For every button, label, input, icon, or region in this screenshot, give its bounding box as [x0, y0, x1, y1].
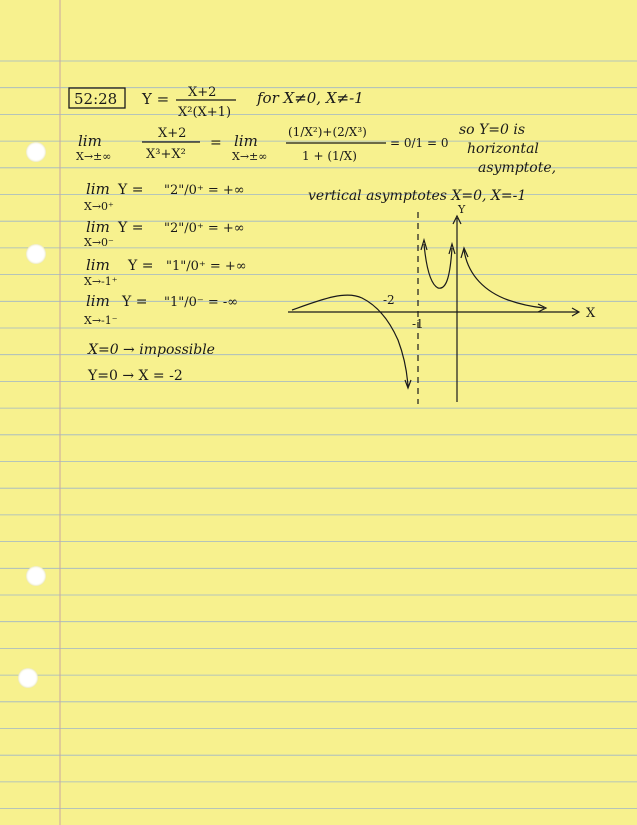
limit-2-fn: Y = [118, 220, 144, 236]
lim-numerator: X+2 [158, 126, 187, 141]
horizontal-note-1: so Y=0 is [459, 122, 526, 138]
binder-hole-3 [26, 566, 46, 586]
limit-1-sub: X→0⁺ [84, 200, 114, 213]
function-numerator: X+2 [188, 85, 217, 100]
limit-3-fn: Y = [128, 258, 154, 274]
lim2-denominator: 1 + (1/X) [302, 149, 357, 163]
curve-right-branch [464, 250, 544, 308]
horizontal-note-2: horizontal [467, 141, 539, 157]
curve-left-branch [292, 295, 408, 386]
limit-2-lim: lim [86, 218, 110, 236]
limit-3-sub: X→-1⁺ [84, 275, 118, 288]
limit-4-lim: lim [86, 292, 110, 310]
binder-hole-2 [26, 244, 46, 264]
graph-y-label: Y [458, 203, 466, 216]
lim-label: lim [78, 132, 102, 150]
limit-4-value: "1"/0⁻ = -∞ [164, 295, 239, 310]
problem-number: 52:28 [74, 90, 118, 108]
binder-hole-4 [18, 668, 38, 688]
horizontal-note-3: asymptote, [478, 160, 557, 176]
lim2-numerator: (1/X²)+(2/X³) [288, 125, 367, 139]
limit-1-fn: Y = [118, 182, 144, 198]
function-denominator: X²(X+1) [178, 105, 232, 120]
lim2-sub: X→±∞ [232, 150, 268, 163]
graph-root-label: -2 [383, 293, 395, 307]
lim2-label: lim [234, 132, 258, 150]
vertical-asymptotes-note: vertical asymptotes X=0, X=-1 [308, 188, 527, 204]
curve-middle-branch [424, 244, 452, 288]
lim-sub: X→±∞ [76, 150, 112, 163]
y-zero-note: Y=0 → X = -2 [88, 368, 183, 384]
limit-1-lim: lim [86, 180, 110, 198]
function-lhs: Y = [142, 90, 170, 108]
limit-1-value: "2"/0⁺ = +∞ [164, 183, 245, 198]
one-sided-limits [84, 180, 247, 327]
sketch-graph [288, 212, 579, 404]
limit-4-sub: X→-1⁻ [84, 314, 118, 327]
graph-x-label: X [586, 306, 596, 321]
limit-4-fn: Y = [122, 294, 148, 310]
lim-result: = 0/1 = 0 [390, 136, 449, 150]
limit-3-value: "1"/0⁺ = +∞ [166, 259, 247, 274]
lim-denominator: X³+X² [146, 147, 186, 162]
limit-2-value: "2"/0⁺ = +∞ [164, 221, 245, 236]
domain-note: for X≠0, X≠-1 [257, 89, 364, 107]
binder-hole-1 [26, 142, 46, 162]
lim-eq: = [210, 135, 222, 151]
limit-3-lim: lim [86, 256, 110, 274]
graph-asymptote-label: -1 [412, 317, 424, 331]
limit-2-sub: X→0⁻ [84, 236, 114, 249]
x-zero-note: X=0 → impossible [88, 342, 215, 358]
